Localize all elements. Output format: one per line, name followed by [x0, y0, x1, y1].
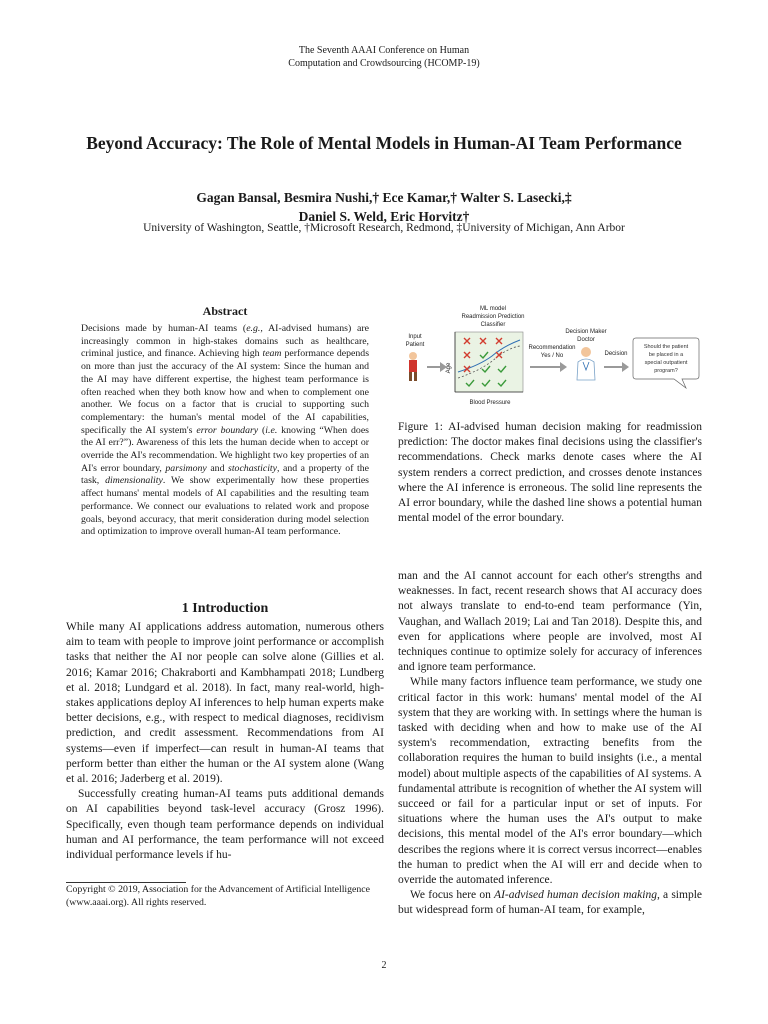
speech-bubble — [633, 338, 699, 388]
affiliations: University of Washington, Seattle, †Microsoft Research, Redmond, ‡University of Michigan, Ann Arbor — [143, 222, 625, 234]
fig-label-recommendation: Recommendation — [528, 345, 576, 351]
introduction-body — [66, 620, 384, 863]
arrow-right-icon — [427, 362, 447, 372]
bubble-line-4: program? — [654, 368, 678, 374]
right-paragraph-3: We focus here on AI-advised human decision making, a simple but widespread form of human-AI team, for example, — [398, 889, 702, 917]
right-paragraph-2: While many factors influence team performance, we study one critical factor in this work: humans' mental model of the AI system that they are working with. In settings where the human is tasked with deciding when and how to make use of the AI system's recommendation, extracting benefits from the collaboration requires the human to build insights (i.e., a mental model) about multiple aspects of the capabilities of AI systems. A fundamental attribute is recognition of whether the AI system will succeed or fail for a particular input or set of inputs. For situations where the human uses the AI's output to make decisions, this mental model of the AI's error boundary—which describes the regions where it is correct versus incorrect—enables the human to predict when the AI will err and decide when to override the automated inference. — [398, 676, 702, 887]
bubble-line-3: special outpatient — [644, 360, 688, 366]
section-heading-introduction: 1 Introduction — [181, 601, 269, 616]
conference-line-1: The Seventh AAAI Conference on Human — [298, 45, 470, 56]
abstract-body: Decisions made by human-AI teams (e.g., AI-advised humans) are increasingly common in high-stakes domains such as healthcare, criminal justice, and finance. Achieving high team performance depends on more than just the accuracy of the AI system: Since the human and the AI may have different expertise, the highest team performance is often reached when they both know how and when to complement one another. We focus on a factor that is crucial to supporting such complementary: the human's mental model of the AI capabilities, specifically the AI system's error boundary (i.e. knowing “When does the AI err?”). Awareness of this lets the human decide when to accept or override the AI's recommendation. We highlight two key properties of an AI's error boundary, parsimony and stochasticity, and a property of the task, dimensionality. We show experimentally how these properties affect humans' mental models of AI capabilities and the resulting team performance. We connect our evaluations to related work and propose goals, beyond accuracy, that merit consideration during model selection and optimization to improve overall human-AI team performance. — [81, 323, 370, 538]
paper-title: Beyond Accuracy: The Role of Mental Models in Human-AI Team Performance — [86, 133, 682, 153]
abstract-heading: Abstract — [202, 304, 248, 318]
author-line-2: Daniel S. Weld, Eric Horvitz† — [298, 209, 470, 224]
conference-header — [0, 44, 768, 70]
author-line-1: Gagan Bansal, Besmira Nushi,† Ece Kamar,† Walter S. Lasecki,‡ — [196, 190, 572, 205]
intro-paragraph-1: While many AI applications address automation, numerous others aim to team with people to improve joint performance or accomplish tasks that neither the AI nor people can solve alone (Gillies et al. 2016; Kamar 2016; Chakraborti and Kambhampati 2018; Lundberg et al. 2018; Lundgard et al. 2018). In fact, many real-world, high-stakes applications deploy AI inferences to help human experts make better decisions, e.g., with respect to medical diagnoses, recidivism prediction, and credit assessment. Recommendations from AI systems—even if imperfect—can result in human-AI teams that perform better than either the human or the AI system alone (Wang et al. 2016; Jaderberg et al. 2019). — [66, 621, 384, 786]
figure-1 — [400, 300, 700, 412]
fig-label-decision: Decision — [604, 351, 628, 357]
conference-line-2: Computation and Crowdsourcing (HCOMP-19) — [288, 58, 480, 69]
fig-label-patient: Patient — [405, 342, 425, 348]
copyright-footnote: Copyright © 2019, Association for the Advancement of Artificial Intelligence (www.aaai.org). All rights reserved. — [66, 884, 370, 908]
fig-label-decision-maker: Decision Maker — [565, 329, 607, 335]
arrow-right-icon — [530, 362, 567, 372]
intro-paragraph-2: Successfully creating human-AI teams puts additional demands on AI capabilities beyond task-level accuracy (Grosz 1996). Specifically, even though team performance depends on individual human and AI performance, the team performance will not exceed individual performance levels if hu- — [66, 788, 384, 862]
fig-label-classifier: Classifier — [480, 322, 506, 328]
arrow-right-icon — [604, 362, 629, 372]
figure-1-caption: Figure 1: AI-advised human decision making for readmission prediction: The doctor makes final decisions using the classifier's recommendations. Check marks denote cases where the AI system renders a correct prediction, and crosses denote instances where the AI inference is erroneous. The solid line represents the AI error boundary, while the dashed line shows a potential human mental model of the error boundary. — [398, 421, 702, 525]
fig-axis-blood-pressure: Blood Pressure — [469, 400, 511, 406]
classifier-plot — [455, 332, 523, 392]
fig-label-ml-model: ML model — [479, 306, 507, 312]
bubble-line-1: Should the patient — [643, 344, 689, 350]
fig-label-doctor: Doctor — [577, 337, 595, 343]
bubble-line-2: be placed in a — [648, 352, 684, 358]
doctor-icon — [577, 347, 595, 380]
footnote-rule — [66, 882, 186, 883]
fig-axis-age: Age — [446, 362, 452, 374]
right-paragraph-1: man and the AI cannot account for each other's strengths and weaknesses. In fact, recent research shows that AI accuracy does not always translate to end-to-end team performance (Yin, Vaughan, and Wallach 2019; Lai and Tan 2018). Despite this, and even for applications where people are involved, most AI techniques continue to optimize solely for accuracy of inferences and ignore team performance. — [398, 570, 702, 674]
right-column-body — [398, 569, 702, 919]
fig-label-yes-no: Yes / No — [540, 353, 564, 359]
fig-label-readmission: Readmission Prediction — [461, 314, 525, 320]
patient-icon — [409, 352, 417, 381]
fig-label-input: Input — [408, 334, 422, 340]
page-number: 2 — [381, 960, 387, 971]
